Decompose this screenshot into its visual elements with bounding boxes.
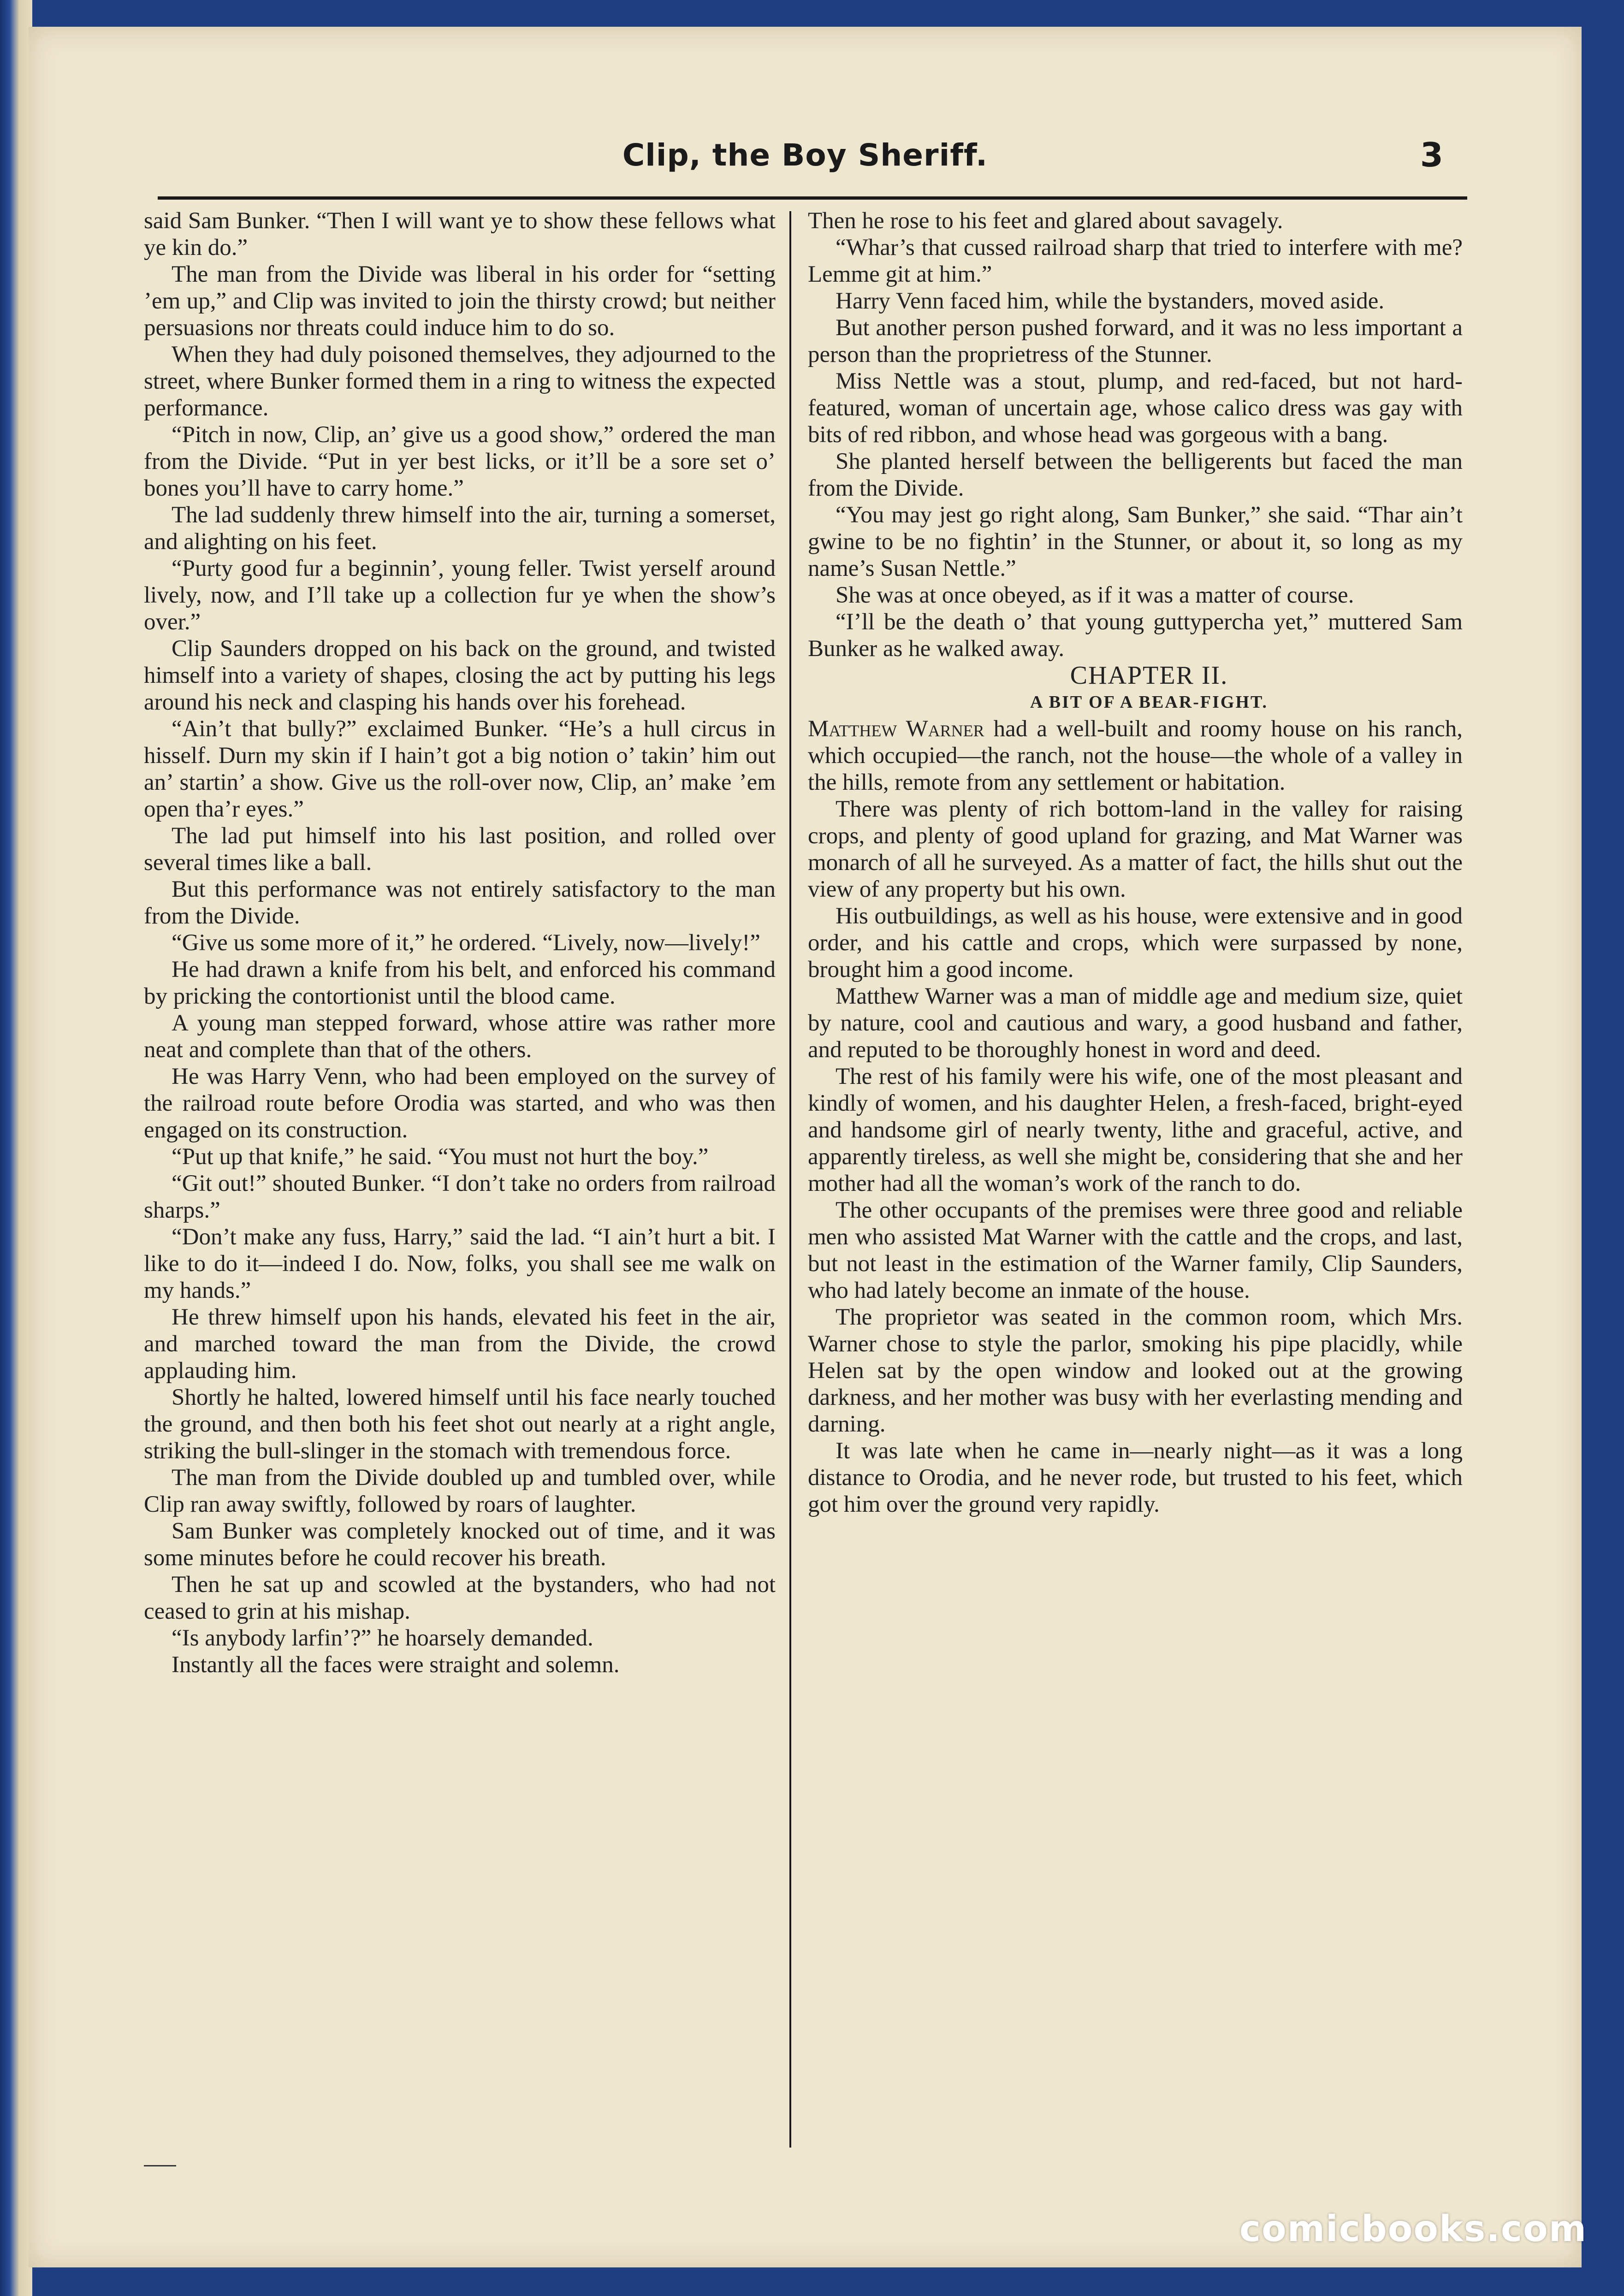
paragraph: “Give us some more of it,” he ordered. “Lively, now—lively!” [172, 930, 760, 956]
paragraph: Then he rose to his feet and glared about savagely. [808, 208, 1283, 234]
paragraph: It was late when he came in—nearly night—as it was a long distance to Orodia, and he never rode, but trusted to his feet, which got him over the ground very rapidly. [808, 1438, 1463, 1517]
paragraph: “Purty good fur a beginnin’, young feller. Twist yerself around lively, now, and I’ll take up a collection fur ye when the show’s over.” [144, 556, 776, 635]
chapter-heading: CHAPTER II. [1070, 661, 1228, 690]
paragraph: Clip Saunders dropped on his back on the ground, and twisted himself into a variety of shapes, closing the act by putting his legs around his neck and clasping his hands over his forehead. [144, 636, 776, 715]
paragraph: There was plenty of rich bottom-land in the valley for raising crops, and plenty of good upland for grazing, and Mat Warner was monarch of all he surveyed. As a matter of fact, the hills shut out the view of any property but his own. [808, 796, 1463, 902]
paragraph: A young man stepped forward, whose attire was rather more neat and complete than that of the others. [144, 1010, 776, 1063]
paragraph: Then he sat up and scowled at the bystanders, who had not ceased to grin at his mishap. [144, 1572, 776, 1624]
paragraph: “I’ll be the death o’ that young guttypercha yet,” muttered Sam Bunker as he walked away. [808, 609, 1463, 662]
paragraph: The proprietor was seated in the common room, which Mrs. Warner chose to style the parlor, smoking his pipe placidly, while Helen sat by the open window and looked out at the growing darkness, and her mother was busy with her everlasting mending and darning. [808, 1304, 1463, 1437]
book-page [29, 27, 1582, 2267]
paragraph: Instantly all the faces were straight and solemn. [172, 1652, 620, 1678]
lead-name: Matthew Warner [808, 716, 984, 742]
paragraph: Harry Venn faced him, while the bystanders, moved aside. [836, 288, 1385, 314]
right-column-part-a [808, 207, 1463, 662]
paragraph: “Ain’t that bully?” exclaimed Bunker. “He’s a hull circus in hisself. Durn my skin if I hain’t got a big notion o’ takin’ him out an’ startin’ a show. Give us the roll-over now, Clip, an’ make ’em open tha’r eyes.” [144, 716, 776, 822]
paragraph: “Whar’s that cussed railroad sharp that tried to interfere with me? Lemme git at him.” [808, 235, 1463, 287]
paragraph: “Put up that knife,” he said. “You must not hurt the boy.” [172, 1144, 709, 1170]
paragraph: The other occupants of the premises were three good and reliable men who assisted Mat Warner with the cattle and the crops, and last, but not least in the estimation of the Warner family, Clip Saunders, who had lately become an inmate of the house. [808, 1197, 1463, 1303]
chapter-lead-paragraph [808, 716, 1463, 796]
paragraph: But another person pushed forward, and it was no less important a person than the proprietress of the Stunner. [808, 315, 1463, 367]
running-head-title: Clip, the Boy Sheriff. [622, 137, 988, 173]
paragraph: When they had duly poisoned themselves, they adjourned to the street, where Bunker formed them in a ring to witness the expected performance. [144, 342, 776, 421]
paragraph: said Sam Bunker. “Then I will want ye to show these fellows what ye kin do.” [144, 208, 776, 260]
page-number: 3 [1420, 136, 1443, 174]
binding-spine [0, 0, 32, 2296]
paragraph: He threw himself upon his hands, elevated his feet in the air, and marched toward the man from the Divide, the crowd applauding him. [144, 1304, 776, 1384]
paragraph: But this performance was not entirely satisfactory to the man from the Divide. [144, 876, 776, 929]
paragraph: “You may jest go right along, Sam Bunker,” she said. “Thar ain’t gwine to be no fightin’ in the Stunner, or about it, so long as my name’s Susan Nettle.” [808, 502, 1463, 581]
right-column [808, 207, 1463, 2158]
left-column [144, 207, 776, 2158]
footer-dash [144, 2165, 176, 2166]
chapter-subheading: A BIT OF A BEAR-FIGHT. [1030, 692, 1268, 712]
header-rule [158, 196, 1467, 200]
paragraph: “Pitch in now, Clip, an’ give us a good show,” ordered the man from the Divide. “Put in yer best licks, or it’ll be a sore set o’ bones you’ll have to carry home.” [144, 422, 776, 501]
paragraph: “Git out!” shouted Bunker. “I don’t take no orders from railroad sharps.” [144, 1171, 776, 1223]
paragraph: The man from the Divide doubled up and tumbled over, while Clip ran away swiftly, followed by roars of laughter. [144, 1465, 776, 1517]
paragraph: “Is anybody larfin’?” he hoarsely demanded. [172, 1625, 593, 1651]
paragraph: Miss Nettle was a stout, plump, and red-faced, but not hard-featured, woman of uncertain age, whose calico dress was gay with bits of red ribbon, and whose head was gorgeous with a bang. [808, 368, 1463, 448]
paragraph: He was Harry Venn, who had been employed on the survey of the railroad route before Orodia was started, and who was then engaged on its construction. [144, 1064, 776, 1143]
column-divider [789, 211, 791, 2148]
right-column-part-b [808, 796, 1463, 1518]
paragraph: Sam Bunker was completely knocked out of time, and it was some minutes before he could recover his breath. [144, 1518, 776, 1571]
paragraph: Shortly he halted, lowered himself until his face nearly touched the ground, and then both his feet shot out nearly at a right angle, striking the bull-slinger in the stomach with tremendous force. [144, 1385, 776, 1464]
paragraph: She planted herself between the belligerents but faced the man from the Divide. [808, 449, 1463, 501]
paragraph: The lad suddenly threw himself into the air, turning a somerset, and alighting on his feet. [144, 502, 776, 555]
paragraph: Matthew Warner was a man of middle age and medium size, quiet by nature, cool and cautious and wary, a good husband and father, and reputed to be thoroughly honest in word and deed. [808, 983, 1463, 1063]
lead-text: had a well-built and roomy house on his ranch, which occupied—the ranch, not the house—the whole of a valley in the hills, remote from any settlement or habitation. [808, 716, 1463, 795]
paragraph: The rest of his family were his wife, one of the most pleasant and kindly of women, and his daughter Helen, a fresh-faced, bright-eyed and handsome girl of nearly twenty, lithe and graceful, active, and apparently tireless, as well she might be, considering that she and her mother had all the woman’s work of the ranch to do. [808, 1064, 1463, 1196]
paragraph: She was at once obeyed, as if it was a matter of course. [836, 582, 1354, 608]
paragraph: He had drawn a knife from his belt, and enforced his command by pricking the contortionist until the blood came. [144, 957, 776, 1009]
watermark-logo: comicbooks.com [1239, 2208, 1587, 2250]
paragraph: “Don’t make any fuss, Harry,” said the lad. “I ain’t hurt a bit. I like to do it—indeed I do. Now, folks, you shall see me walk on my hands.” [144, 1224, 776, 1303]
paragraph: His outbuildings, as well as his house, were extensive and in good order, and his cattle and crops, which were surpassed by none, brought him a good income. [808, 903, 1463, 982]
paragraph: The man from the Divide was liberal in his order for “setting ’em up,” and Clip was invited to join the thirsty crowd; but neither persuasions nor threats could induce him to do so. [144, 261, 776, 341]
paragraph: The lad put himself into his last position, and rolled over several times like a ball. [144, 823, 776, 876]
